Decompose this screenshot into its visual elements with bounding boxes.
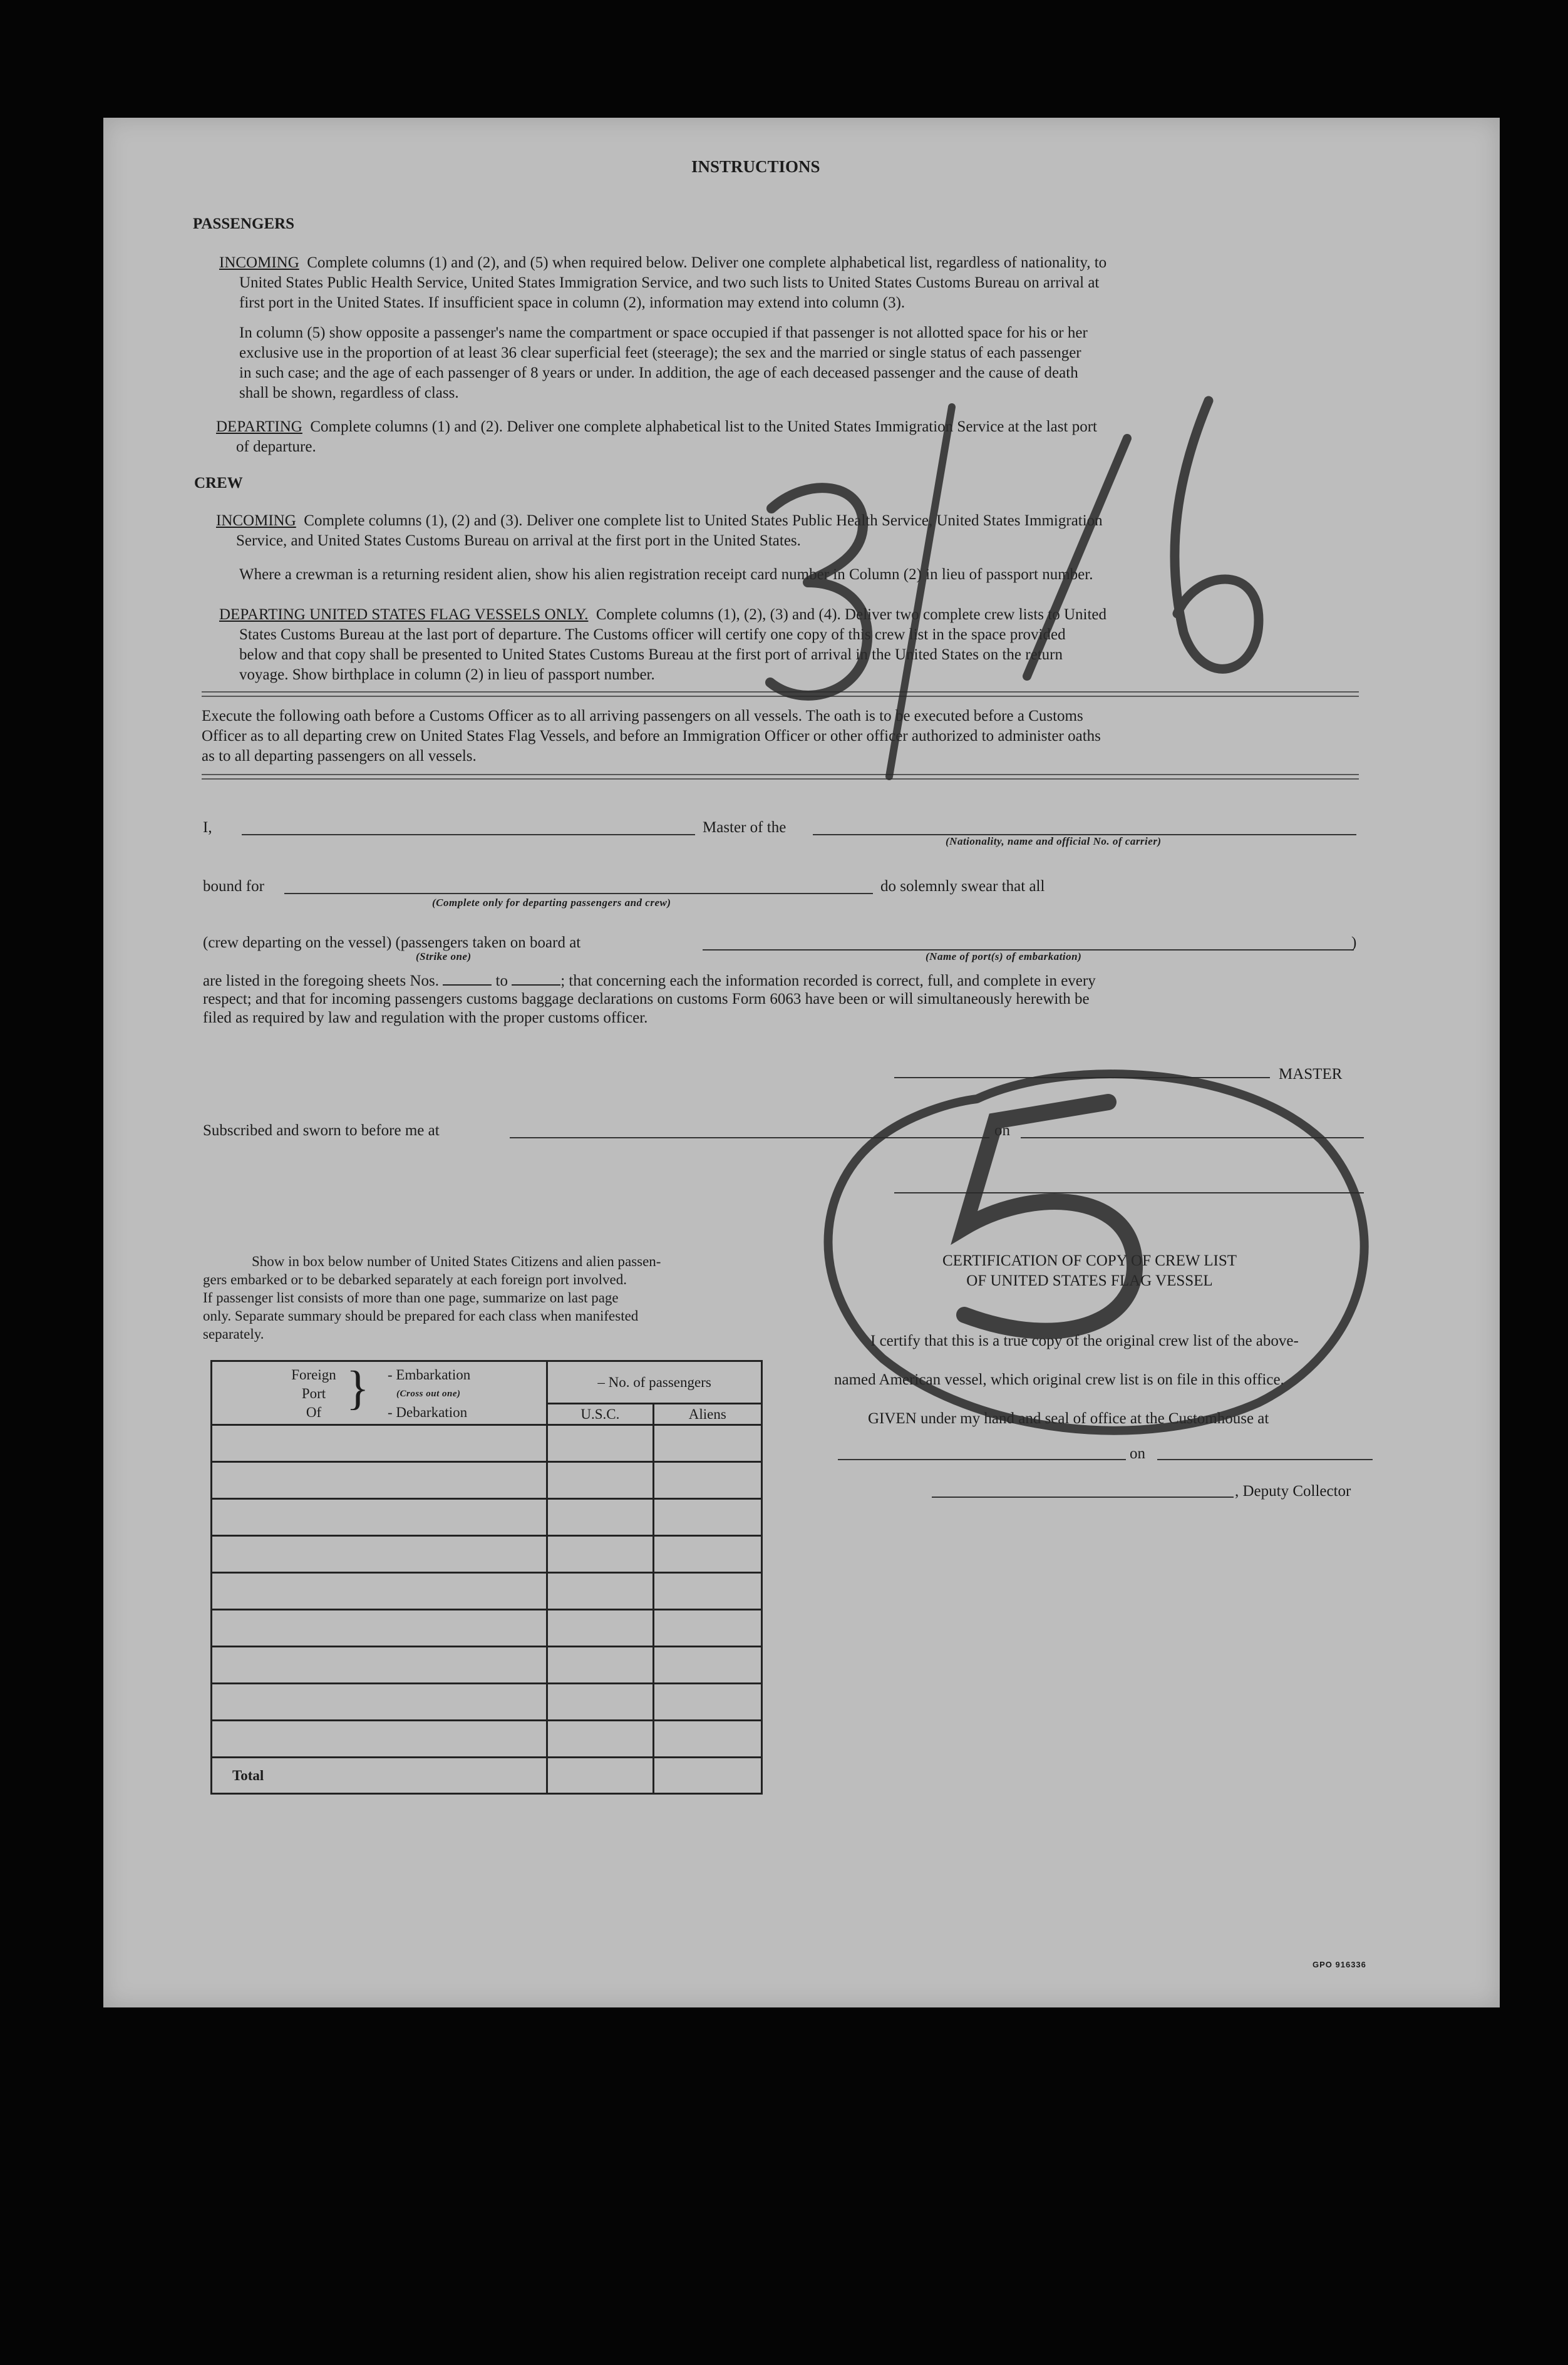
oath-instructions-line-3: as to all departing passengers on all vessels.	[202, 748, 477, 765]
bound-for-label: bound for	[203, 878, 264, 895]
embarkation-label: - Embarkation	[388, 1367, 471, 1383]
foreign-label: Foreign	[291, 1367, 336, 1383]
port-label: Port	[301, 1386, 326, 1401]
master-of-label: Master of the	[703, 819, 787, 836]
handwritten-3-16	[770, 401, 1259, 776]
crew-incoming-line-1: Complete columns (1), (2) and (3). Deliver one complete list to United States Public Health Service, United States Immigration	[304, 512, 1103, 529]
carrier-caption: (Nationality, name and official No. of carrier)	[946, 835, 1162, 847]
certification-on-label: on	[1130, 1445, 1145, 1462]
usc-header: U.S.C.	[547, 1404, 653, 1425]
debarkation-label: - Debarkation	[388, 1404, 468, 1420]
strike-caption: (Strike one)	[416, 951, 472, 962]
passengers-departing-label: DEPARTING	[216, 418, 302, 435]
certification-title-line-1: CERTIFICATION OF COPY OF CREW LIST	[942, 1252, 1237, 1269]
certification-text-1: I certify that this is a true copy of the original crew list of the above-	[870, 1332, 1299, 1349]
summary-note-line-4: only. Separate summary should be prepared for each class when manifested	[203, 1308, 639, 1324]
oath-instructions-line-1: Execute the following oath before a Customs Officer as to all arriving passengers on all vessels. The oath is to be executed before a Customs	[202, 708, 1083, 724]
crew-departing-line-3: below and that copy shall be presented to United States Customs Bureau at the first port of arrival in the United States on the return	[239, 646, 1063, 663]
listed-continuation: ; that concerning each the information recorded is correct, full, and complete in every	[560, 972, 1096, 989]
passengers-departing-line-1: Complete columns (1) and (2). Deliver one complete alphabetical list to the United States Immigration Service at the last port	[310, 418, 1097, 435]
deputy-collector-label: , Deputy Collector	[1235, 1483, 1351, 1500]
handwritten-circled-5	[828, 1074, 1364, 1430]
passengers-departing-line-2: of departure.	[236, 438, 316, 455]
ports-caption: (Name of port(s) of embarkation)	[926, 951, 1082, 962]
crew-departing-line-1: Complete columns (1), (2), (3) and (4). Deliver two complete crew lists to United	[596, 606, 1106, 623]
listed-to-label: to	[495, 972, 508, 989]
crew-heading: CREW	[194, 475, 243, 492]
brace-glyph: }	[346, 1362, 369, 1414]
listed-label: are listed in the foregoing sheets Nos.	[203, 972, 439, 989]
close-paren: )	[1351, 934, 1357, 951]
gpo-print-code: GPO 916336	[1313, 1960, 1366, 1969]
crew-resident-line: Where a crewman is a returning resident alien, show his alien registration receipt card number in Column (2) in lieu of passport number.	[239, 566, 1093, 583]
summary-note-line-2: gers embarked or to be debarked separately at each foreign port involved.	[203, 1272, 627, 1287]
listed-line-2: respect; and that for incoming passengers customs baggage declarations on customs Form 6063 have been or will simultaneously herewith be	[203, 991, 1090, 1007]
summary-note-line-5: separately.	[203, 1326, 264, 1342]
crew-departing-line-4: voyage. Show birthplace in column (2) in lieu of passport number.	[239, 666, 655, 683]
of-label: Of	[306, 1404, 322, 1420]
column5-line-4: shall be shown, regardless of class.	[239, 384, 459, 401]
master-signature-label: MASTER	[1279, 1066, 1343, 1083]
subscribed-on-label: on	[994, 1122, 1010, 1139]
passengers-incoming-label: INCOMING	[219, 254, 299, 271]
passengers-incoming-line-1: Complete columns (1) and (2), and (5) when required below. Deliver one complete alphabetical list, regardless of nationality, to	[307, 254, 1107, 271]
subscribed-label: Subscribed and sworn to before me at	[203, 1122, 440, 1139]
crew-incoming-line-2: Service, and United States Customs Bureau on arrival at the first port in the United States.	[236, 532, 801, 549]
no-passengers-label: – No. of passengers	[597, 1374, 711, 1390]
total-label: Total	[212, 1758, 547, 1794]
crew-passengers-label: (crew departing on the vessel) (passengers taken on board at	[203, 934, 581, 951]
listed-line-3: filed as required by law and regulation with the proper customs officer.	[203, 1009, 648, 1026]
crew-departing-line-2: States Customs Bureau at the last port of departure. The Customs officer will certify one copy of this crew list in the space provided	[239, 626, 1066, 643]
passengers-incoming-line-3: first port in the United States. If insufficient space in column (2), information may extend into column (3).	[239, 294, 905, 311]
crew-incoming-label: INCOMING	[216, 512, 296, 529]
aliens-header: Aliens	[653, 1404, 761, 1425]
page-title: INSTRUCTIONS	[691, 157, 820, 176]
certification-text-2: named American vessel, which original crew list is on file in this office.	[834, 1371, 1284, 1388]
passengers-incoming-line-2: United States Public Health Service, United States Immigration Service, and two such lists to United States Customs Bureau on arrival at	[239, 274, 1100, 291]
column5-line-2: exclusive use in the proportion of at least 36 clear superficial feet (steerage); the sex and the married or single status of each passenger	[239, 344, 1081, 361]
summary-note-line-1: Show in box below number of United States Citizens and alien passen-	[252, 1254, 661, 1269]
column5-line-3: in such case; and the age of each passenger of 8 years or under. In addition, the age of each deceased passenger and the cause of death	[239, 364, 1078, 381]
certification-text-3: GIVEN under my hand and seal of office at the Customhouse at	[868, 1410, 1269, 1427]
certification-title-line-2: OF UNITED STATES FLAG VESSEL	[966, 1272, 1213, 1289]
oath-instructions-line-2: Officer as to all departing crew on United States Flag Vessels, and before an Immigration Officer or other officer authorized to administer oaths	[202, 728, 1101, 745]
crew-departing-label: DEPARTING UNITED STATES FLAG VESSELS ONLY.	[219, 606, 589, 623]
oath-i-label: I,	[203, 819, 212, 836]
summary-note-line-3: If passenger list consists of more than one page, summarize on last page	[203, 1290, 619, 1306]
swear-label: do solemnly swear that all	[880, 878, 1045, 895]
column5-line-1: In column (5) show opposite a passenger's name the compartment or space occupied if that passenger is not allotted space for his or her	[239, 324, 1088, 341]
departing-caption: (Complete only for departing passengers and crew)	[432, 897, 671, 909]
cross-out-caption: (Cross out one)	[396, 1389, 461, 1399]
passengers-heading: PASSENGERS	[193, 215, 295, 232]
